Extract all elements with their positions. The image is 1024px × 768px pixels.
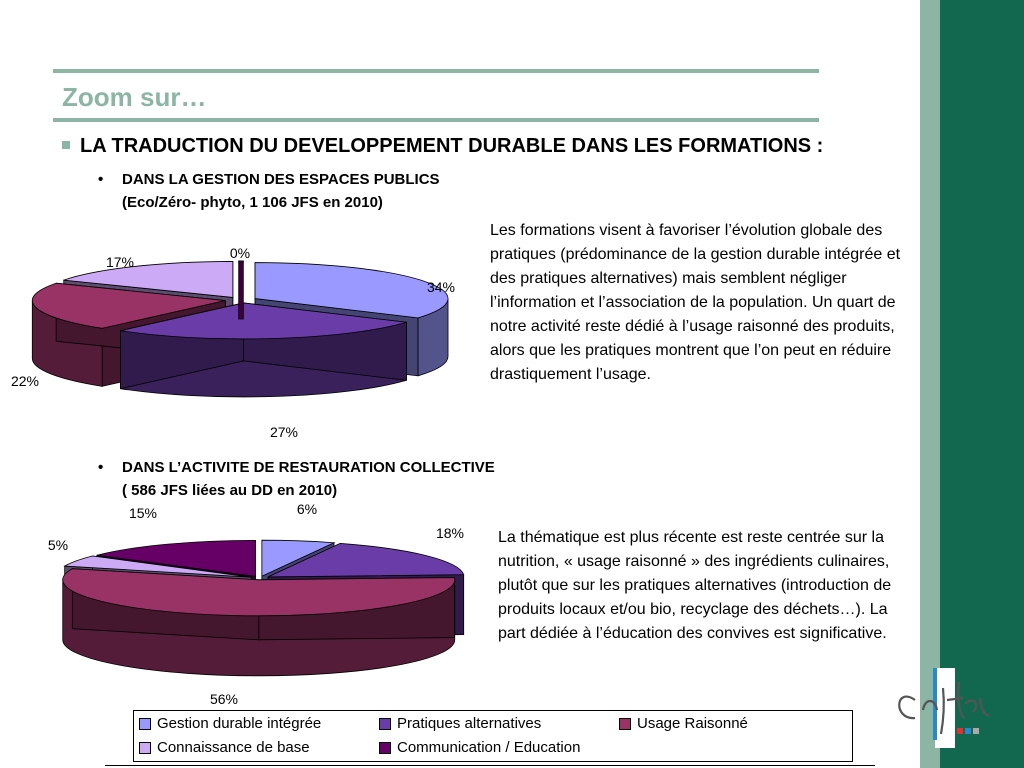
- slide-title: Zoom sur…: [62, 82, 207, 112]
- heading-text: LA TRADUCTION DU DEVELOPPEMENT DURABLE DANS LES FORMATIONS :: [80, 135, 824, 157]
- side-stripe-dark: [940, 0, 1024, 768]
- pie-chart-espaces-publics: [0, 240, 480, 450]
- pie-data-label: 15%: [128, 505, 158, 521]
- slide-heading: [62, 135, 823, 158]
- pie-data-label: 34%: [426, 279, 456, 295]
- pie-data-label: 17%: [105, 254, 135, 270]
- section1-line2: (Eco/Zéro- phyto, 1 106 JFS en 2010): [122, 194, 383, 211]
- pie-data-label: 0%: [229, 245, 251, 261]
- pie-chart-restauration: [0, 498, 490, 710]
- legend-item: [619, 715, 748, 732]
- legend-label: Communication / Education: [397, 739, 581, 756]
- pie-data-label: 5%: [47, 537, 69, 553]
- pie-data-label: 27%: [269, 424, 299, 440]
- legend-swatch: [139, 742, 151, 754]
- legend-swatch: [379, 742, 391, 754]
- section2-text: La thématique est plus récente est reste centrée sur la nutrition, « usage raisonné » des ingrédients culinaires, plutôt que sur les pratiques alternatives (introduction de produits locaux et/ou bio, recyclage des déchets…). La part dédiée à l’éducation des convives est significative.: [498, 529, 892, 642]
- pie-data-label: 22%: [10, 373, 40, 389]
- legend-item: [139, 739, 310, 756]
- legend-item: [379, 739, 580, 756]
- bullet-dot-icon: •: [98, 459, 104, 476]
- footer-rule: [105, 765, 875, 766]
- logo-dot-blue: [965, 728, 971, 734]
- legend-label: Usage Raisonné: [637, 715, 748, 732]
- legend-item: [139, 715, 321, 732]
- section2-bullet: [98, 456, 495, 502]
- logo-dot-red: [957, 728, 963, 734]
- section1-text: Les formations visent à favoriser l’évolution globale des pratiques (prédominance de la gestion durable intégrée et des pratiques alternatives) mais semblent négliger l’information et l’association de la population. Un quart de notre activité reste dédié à l’usage raisonné des produits, alors que les pratiques montrent que l’on peut en réduire drastiquement l’usage.: [490, 222, 901, 383]
- legend-label: Connaissance de base: [157, 739, 310, 756]
- legend-swatch: [619, 718, 631, 730]
- section2-line2: ( 586 JFS liées au DD en 2010): [122, 482, 338, 499]
- section1-bullet: [98, 168, 440, 214]
- pie-slice-side: [239, 261, 244, 319]
- section1-line1: DANS LA GESTION DES ESPACES PUBLICS: [122, 171, 440, 188]
- pie-data-label: 56%: [209, 691, 239, 707]
- legend-swatch: [379, 718, 391, 730]
- chart-legend: [133, 710, 853, 762]
- legend-swatch: [139, 718, 151, 730]
- cnfpt-logo: [885, 668, 1005, 748]
- title-rule-top: [53, 69, 819, 73]
- title-rule-bottom: [53, 118, 819, 122]
- square-bullet-icon: [62, 141, 70, 149]
- logo-dot-grey: [973, 728, 979, 734]
- legend-label: Gestion durable intégrée: [157, 715, 322, 732]
- bullet-dot-icon: •: [98, 171, 104, 188]
- pie-data-label: 18%: [435, 525, 465, 541]
- legend-label: Pratiques alternatives: [397, 715, 542, 732]
- logo-backing: [935, 668, 955, 748]
- section2-line1: DANS L’ACTIVITE DE RESTAURATION COLLECTIVE: [122, 459, 495, 476]
- side-stripe-light: [920, 0, 940, 768]
- pie-data-label: 6%: [296, 501, 318, 517]
- legend-item: [379, 715, 541, 732]
